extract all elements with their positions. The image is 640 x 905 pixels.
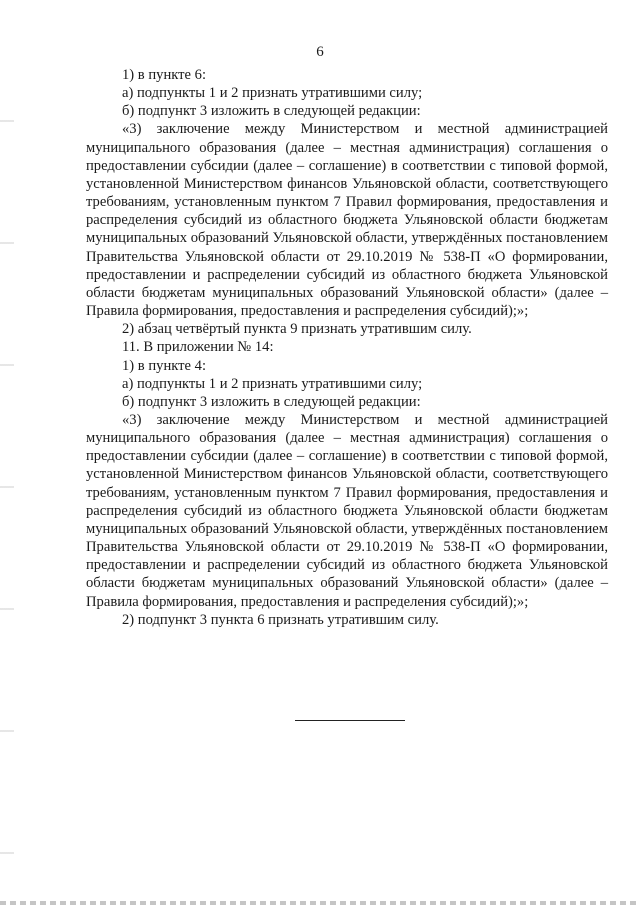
paragraph-subitem-b-2: б) подпункт 3 изложить в следующей редакции: [122,393,421,410]
paragraph-quoted-item-3: «3) заключение между Министерством и местной администрацией муниципального образования (далее – местная администрация) соглашения о предоставлении субсидии (далее – соглашение) в соответствии с типовой формой, установленной Министерством финансов Ульяновской области, соответствующего требованиям, установленным пунктом 7 Правил формирования, предоставления и распределения субсидий из областного бюджета Ульяновской области бюджетам муниципальных образований Ульяновской области, утверждённых постановлением Правительства Ульяновской области от 29.10.2019 № 538-П «О формировании, предоставлении и распределении субсидий из областного бюджета Ульяновской области бюджетам муниципальных образований Ульяновской области» (далее – Правила формирования, предоставления и распределения субсидий);»; [86,121,608,320]
paragraph-item-1-in-point-6: 1) в пункте 6: [122,67,207,83]
scan-edge-left [0,0,14,905]
paragraph-item-1-in-point-4: 1) в пункте 4: [122,357,207,374]
scan-edge-bottom [0,901,640,905]
end-separator-line [295,720,405,721]
document-body [86,66,608,629]
paragraph-quoted-item-3-2: «3) заключение между Министерством и местной администрацией муниципального образования (далее – местная администрация) соглашения о предоставлении субсидии (далее – соглашение) в соответствии с типовой формой, установленной Министерством финансов Ульяновской области, соответствующего требованиям, установленным пунктом 7 Правил формирования, предоставления и распределения субсидий из областного бюджета Ульяновской области бюджетам муниципальных образований Ульяновской области, утверждённых постановлением Правительства Ульяновской области от 29.10.2019 № 538-П «О формировании, предоставлении и распределении субсидий из областного бюджета Ульяновской области бюджетам муниципальных образований Ульяновской области» (далее – Правила формирования, предоставления и распределения субсидий);»; [86,411,608,610]
paragraph-subitem-a: а) подпункты 1 и 2 признать утратившими силу; [122,85,423,102]
paragraph-subitem-b: б) подпункт 3 изложить в следующей редакции: [122,103,421,120]
paragraph-section-11: 11. В приложении № 14: [122,339,274,356]
paragraph-subitem-a-2: а) подпункты 1 и 2 признать утратившими силу; [122,375,423,392]
page-number: 6 [316,44,324,60]
paragraph-item-2-final: 2) подпункт 3 пункта 6 признать утратившим силу. [122,611,439,628]
paragraph-item-2: 2) абзац четвёртый пункта 9 признать утратившим силу. [122,321,472,338]
